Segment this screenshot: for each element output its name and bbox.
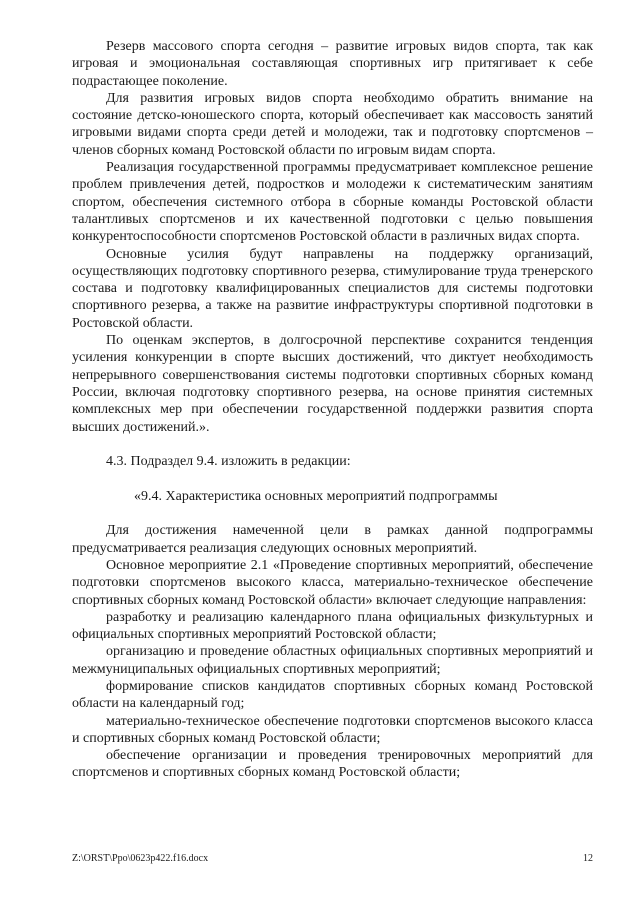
list-item: материально-техническое обеспечение подготовки спортсменов высокого класса и спортивных сборных команд Ростовской области; [72, 713, 593, 746]
section-instruction: 4.3. Подраздел 9.4. изложить в редакции: [106, 454, 351, 470]
paragraph: Основное мероприятие 2.1 «Проведение спортивных мероприятий, обеспечение подготовки спортсменов высокого класса, материально-техническое обеспечение спортивных сборных команд Ростовской области» включает следующие направления: [72, 557, 593, 608]
page-number: 12 [583, 853, 593, 864]
spacer [72, 505, 593, 522]
paragraph: Реализация государственной программы предусматривает комплексное решение проблем привлечения детей, подростков и молодежи к систематическим занятиям спортом, обеспечения системного отбора в сборные команды Ростовской области талантливых спортсменов и их качественной подготовки с целью повышения конкурентоспособности спортсменов Ростовской области в различных видах спорта. [72, 160, 593, 245]
list-item: организацию и проведение областных официальных спортивных мероприятий и межмуниципальных официальных спортивных мероприятий; [72, 644, 593, 677]
section-heading: «9.4. Характеристика основных мероприятий подпрограммы [134, 488, 498, 504]
paragraph: Основные усилия будут направлены на поддержку организаций, осуществляющих подготовку спортивного резерва, стимулирование труда тренерского состава и подготовку квалифицированных специалистов для системы подготовки спортивного резерва, а также на развитие инфраструктуры спортивной подготовки в Ростовской области. [72, 246, 593, 331]
paragraph: Для достижения намеченной цели в рамках данной подпрограммы предусматривается реализация следующих основных мероприятий. [72, 523, 593, 556]
spacer [72, 470, 593, 487]
list-item: обеспечение организации и проведения тренировочных мероприятий для спортсменов и спортивных сборных команд Ростовской области; [72, 748, 593, 781]
list-item: разработку и реализацию календарного плана официальных физкультурных и официальных спортивных мероприятий Ростовской области; [72, 609, 593, 643]
document-page [72, 38, 593, 782]
paragraph: Резерв массового спорта сегодня – развитие игровых видов спорта, так как игровая и эмоциональная составляющая спортивных игр притягивает к себе подрастающее поколение. [72, 39, 593, 89]
paragraph: Для развития игровых видов спорта необходимо обратить внимание на состояние детско-юношеского спорта, который обеспечивает как массовость занятий игровыми видами спорта среди детей и молодежи, так и подготовку спортсменов – членов сборных команд Ростовской области по игровым видам спорта. [72, 90, 593, 158]
paragraph: По оценкам экспертов, в долгосрочной перспективе сохранится тенденция усиления конкуренции в спорте высших достижений, что диктует необходимость непрерывного совершенствования системы подготовки спортивных сборных команд России, включая подготовку спортивного резерва, на основе принятия системных комплексных мер при обеспечении государственной поддержки развития спорта высших достижений.». [72, 333, 593, 435]
list-item: формирование списков кандидатов спортивных сборных команд Ростовской области на календарный год; [72, 678, 593, 712]
footer-file-path: Z:\ORST\Ppo\0623p422.f16.docx [72, 853, 209, 864]
spacer [72, 436, 593, 453]
